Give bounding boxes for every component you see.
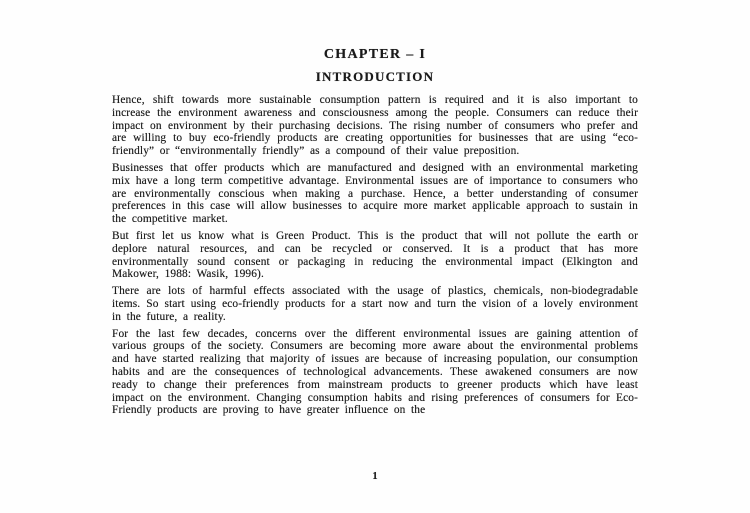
page-number: 1 xyxy=(372,471,378,482)
paragraph-harmful-effects: There are lots of harmful effects associated with the usage of plastics, chemicals, non-biodegradable items. So start using eco-friendly products for a start now and turn the vision of a lovely environment in the future, a reality. xyxy=(112,285,638,323)
page-content xyxy=(112,46,638,421)
paragraph-businesses-advantage: Businesses that offer products which are manufactured and designed with an environmental marketing mix have a long term competitive advantage. Environmental issues are of importance to consumers who are environmentally conscious when making a purchase. Hence, a better understanding of consumer preferences in this case will allow businesses to acquire more market applicable approach to sustain in the competitive market. xyxy=(112,161,638,226)
paragraph-last-decades-concerns: For the last few decades, concerns over the different environmental issues are gaining attention of various groups of the society. Consumers are becoming more aware about the environmental problems and have started realizing that majority of issues are because of increasing population, our consumption habits and are the consequences of technological advancements. These awakened consumers are now ready to change their preferences from mainstream products to greener products which have least impact on the environment. Changing consumption habits and rising preferences of consumers for Eco- Friendly products are proving to have greater influence on the xyxy=(112,327,638,417)
chapter-heading: CHAPTER – I xyxy=(323,47,427,62)
paragraph-green-product-definition: But first let us know what is Green Product. This is the product that will not pollute the earth or deplore natural resources, and can be recycled or conserved. It is a product that has more environmentally sound consent or packaging in reducing the environmental impact (Elkington and Makower, 1988: Wasik, 1996). xyxy=(112,229,638,281)
section-heading: INTRODUCTION xyxy=(315,69,435,84)
paragraph-intro-consumption: Hence, shift towards more sustainable consumption pattern is required and it is also important to increase the environment awareness and consciousness among the people. Consumers can reduce their impact on environment by their purchasing decisions. The rising number of consumers who prefer and are willing to buy eco-friendly products are creating opportunities for businesses that are using “eco-friendly” or “environmentally friendly” as a compound of their value preposition. xyxy=(112,94,638,158)
